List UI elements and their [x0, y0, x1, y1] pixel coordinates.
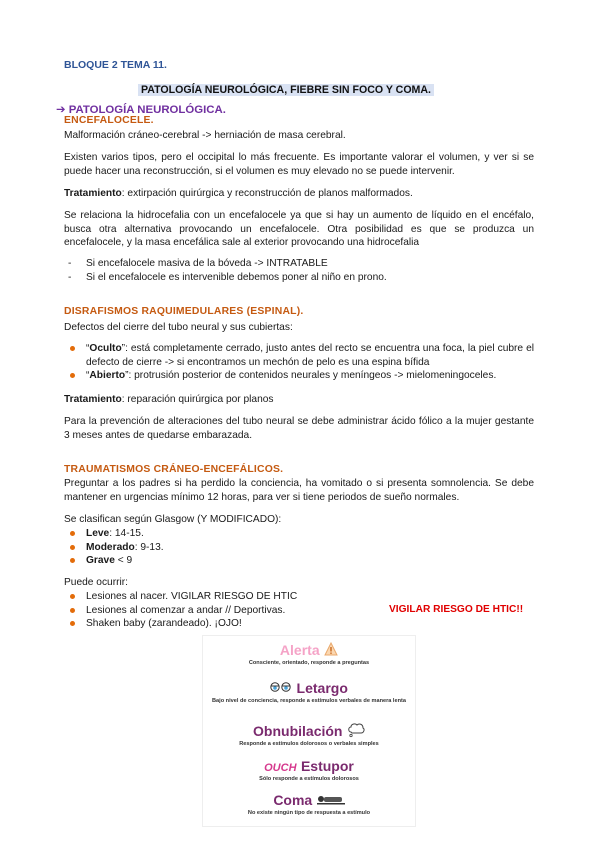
disrafismos-treatment — [64, 393, 534, 407]
occurrence-list — [64, 590, 384, 631]
consciousness-levels-figure — [202, 635, 416, 827]
list-item: “Oculto”: está completamente cerrado, justo antes del recto se encuentra una foca, la piel cubre el defecto de cierre -> si encontramos un mechón de pelo es una espina bífida — [64, 342, 534, 369]
level-obnubilacion — [203, 722, 415, 748]
arrow-icon: ➔ — [56, 104, 66, 116]
list-item: Grave < 9 — [64, 554, 364, 568]
bullet-icon — [70, 594, 75, 599]
doc-title — [138, 80, 434, 98]
bullet-icon — [70, 608, 75, 613]
level-estupor — [203, 758, 415, 783]
thought-cloud-icon — [347, 722, 365, 738]
warning-icon — [324, 642, 338, 656]
list-item: Shaken baby (zarandeado). ¡OJO! — [64, 617, 384, 631]
level-desc: No existe ningún tipo de respuesta a estímulo — [247, 810, 371, 816]
glasgow-list — [64, 527, 364, 568]
glasgow-intro: Se clasifican según Glasgow (Y MODIFICADO): — [64, 514, 282, 525]
level-title: Letargo — [296, 680, 348, 696]
block-label: BLOQUE 2 TEMA 11. — [64, 59, 167, 71]
list-item: Lesiones al comenzar a andar // Deportivas. — [64, 604, 384, 618]
treatment-label: Tratamiento — [64, 394, 122, 405]
bullet-icon — [70, 373, 75, 378]
level-alerta — [203, 642, 415, 667]
encefalocele-treatment — [64, 187, 534, 201]
bullet-icon — [70, 531, 75, 536]
encefalocele-heading: ENCEFALOCELE. — [64, 115, 154, 126]
encefalocele-p1: Malformación cráneo-cerebral -> herniación de masa cerebral. — [64, 130, 346, 141]
item-text: : protrusión posterior de contenidos neurales y meníngeos -> mielomeningoceles. — [128, 370, 497, 382]
encefalocele-list — [64, 257, 534, 284]
traumatismos-heading: TRAUMATISMOS CRÁNEO-ENCEFÁLICOS. — [64, 464, 284, 475]
list-item: - Si el encefalocele es intervenible debemos poner al niño en prono. — [64, 271, 534, 285]
disrafismos-list — [64, 342, 534, 383]
section-neuro-heading — [56, 102, 226, 116]
encefalocele-p3: Se relaciona la hidrocefalia con un encefalocele ya que si hay un aumento de líquido en el encéfalo, busca otra alternativa provocando un encefalocele. Otra posibilidad es que se produzca un encefalocele, y la masa encefálica sale al exterior provocando una hidrocefalia — [64, 210, 534, 249]
level-title: Obnubilación — [253, 723, 343, 739]
list-item: “Abierto”: protrusión posterior de contenidos neurales y meníngeos -> mielomeningoceles. — [64, 369, 534, 383]
treatment-text: : extirpación quirúrgica y reconstrucción de planos malformados. — [121, 188, 413, 199]
bullet-icon — [70, 621, 75, 626]
disrafismos-heading: DISRAFISMOS RAQUIMEDULARES (ESPINAL). — [64, 306, 304, 317]
item-label: Oculto — [89, 343, 122, 354]
treatment-label: Tratamiento — [64, 188, 122, 199]
level-desc: Responde a estímulos dolorosos o verbales simples — [239, 741, 379, 747]
may-occur-label: Puede ocurrir: — [64, 577, 128, 588]
traumatismos-p1: Preguntar a los padres si ha perdido la conciencia, ha vomitado o si presenta somnolencia. Se debe mantener en urgencias mínimo 12 horas, para ver si tiene periodos de sueño normales. — [64, 478, 534, 503]
item-label: Abierto — [89, 370, 126, 382]
list-item: Leve: 14-15. — [64, 527, 364, 541]
encefalocele-p2: Existen varios tipos, pero el occipital lo más frecuente. Es importante valorar el volumen, y ver si se puede hacer una reconstrucción, si el volumen es muy elevado no se puede intervenir. — [64, 152, 534, 177]
prevention-paragraph: Para la prevención de alteraciones del tubo neural se debe administrar ácido fólico a la mujer gestante 3 meses antes de quedarse embarazada. — [64, 416, 534, 441]
level-title: Estupor — [300, 758, 354, 774]
list-item: Lesiones al nacer. VIGILAR RIESGO DE HTIC — [64, 590, 384, 604]
level-desc: Consciente, orientado, responde a preguntas — [248, 660, 370, 666]
htic-alert: VIGILAR RIESGO DE HTIC!! — [389, 604, 524, 615]
level-desc: Bajo nivel de conciencia, responde a estímulos verbales de manera lenta — [212, 698, 406, 704]
level-coma — [203, 792, 415, 817]
bullet-icon — [70, 558, 75, 563]
disrafismos-intro: Defectos del cierre del tubo neural y sus cubiertas: — [64, 322, 293, 333]
treatment-text: : reparación quirúrgica por planos — [121, 394, 274, 405]
doc-title-text: PATOLOGÍA NEUROLÓGICA, FIEBRE SIN FOCO Y COMA. — [138, 84, 434, 96]
level-desc: Sólo responde a estímulos dolorosos — [259, 776, 359, 782]
list-item: - Si encefalocele masiva de la bóveda -> INTRATABLE — [64, 257, 534, 271]
level-title: Alerta — [279, 642, 320, 658]
section-neuro-title: PATOLOGÍA NEUROLÓGICA. — [68, 104, 226, 116]
bullet-icon — [70, 545, 75, 550]
level-title: Coma — [273, 792, 313, 808]
lying-person-icon — [317, 795, 345, 805]
item-text: : está completamente cerrado, justo antes del recto se encuentra una foca, la piel cubre el defecto de cierre -> si encontramos un mechón de pelo es una espina bífida — [86, 343, 534, 368]
bullet-icon — [70, 346, 75, 351]
list-item: Moderado: 9-13. — [64, 541, 364, 555]
ouch-icon: OUCH — [264, 762, 297, 774]
level-letargo — [203, 680, 415, 705]
sleepy-eyes-icon — [270, 681, 292, 693]
